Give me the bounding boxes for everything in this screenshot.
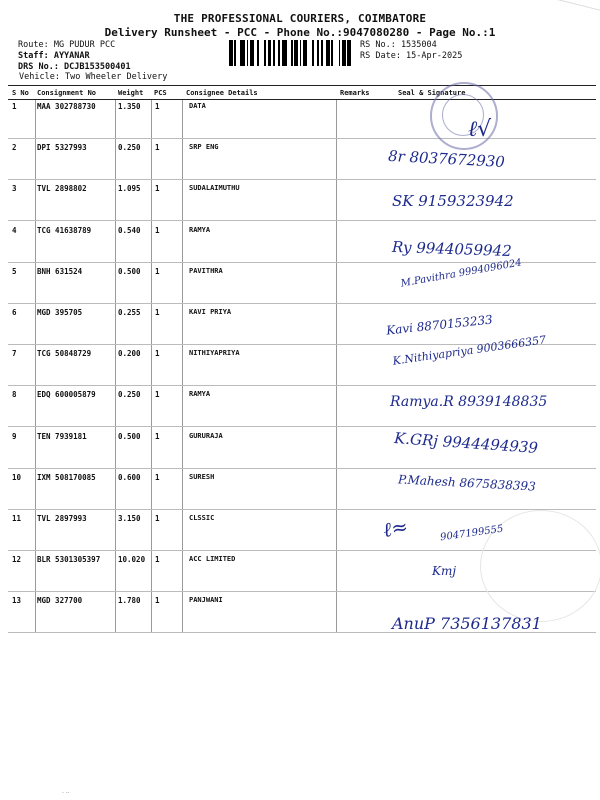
row-weight: 0.500 xyxy=(118,266,141,276)
row-sno: 12 xyxy=(12,555,22,565)
row-consignee: DATA xyxy=(189,102,206,110)
row-sno: 6 xyxy=(12,308,17,317)
row-sno: 3 xyxy=(12,184,17,194)
runsheet-subtitle: Delivery Runsheet - PCC - Phone No.:9047080280 - Page No.:1 xyxy=(104,26,496,39)
row-consignment-no: DPI 5327993 xyxy=(37,143,87,153)
row-consignment-no: MGD 395705 xyxy=(37,308,83,317)
row-weight: 0.200 xyxy=(118,349,141,359)
row-weight: 0.250 xyxy=(118,143,141,153)
row-pcs: 1 xyxy=(155,143,160,153)
row-consignment-no: TVL 2897993 xyxy=(37,514,87,523)
row-divider xyxy=(8,303,596,304)
row-sno: 10 xyxy=(12,472,22,482)
staff-label: Staff: AYYANAR xyxy=(18,51,90,61)
row-consignee: NITHIYAPRIYA xyxy=(189,349,240,358)
row-pcs: 1 xyxy=(155,555,160,565)
drs-number: DRS No.: DCJB153500401 xyxy=(18,62,131,72)
row-sno: 4 xyxy=(12,225,17,235)
row-pcs: 1 xyxy=(155,225,160,235)
row-consignment-no: TVL 2898802 xyxy=(37,184,87,194)
col-sno: S No xyxy=(12,89,29,97)
row-pcs: 1 xyxy=(155,596,160,606)
col-consignee: Consignee Details xyxy=(186,89,258,97)
row-divider xyxy=(8,509,596,510)
handwritten-signature: M.Pavithra 9994096024 xyxy=(399,257,523,290)
row-pcs: 1 xyxy=(155,349,160,359)
row-sno: 13 xyxy=(12,596,22,606)
handwritten-signature: 8r 8037672930 xyxy=(387,146,506,172)
row-weight: 1.780 xyxy=(118,596,141,606)
row-sno: 1 xyxy=(12,102,17,111)
col-pcs: PCS xyxy=(154,89,167,97)
handwritten-signature: AnuP 7356137831 xyxy=(392,614,542,633)
row-weight: 1.095 xyxy=(118,184,141,194)
rs-date: RS Date: 15-Apr-2025 xyxy=(360,51,463,61)
col-signature: Seal & Signature xyxy=(398,89,466,97)
table-header-rule xyxy=(8,99,596,100)
handwritten-signature: P.Mahesh 8675838393 xyxy=(397,472,537,494)
row-divider xyxy=(8,426,596,427)
row-weight: 0.600 xyxy=(118,472,141,482)
row-weight: 10.020 xyxy=(118,555,146,565)
handwritten-signature: 9047199555 xyxy=(439,523,505,544)
row-consignment-no: MAA 302788730 xyxy=(37,102,96,111)
route-label: Route: MG PUDUR PCC xyxy=(18,40,116,50)
row-consignee: KAVI PRIYA xyxy=(189,308,232,316)
row-weight: 1.350 xyxy=(118,102,141,111)
handwritten-signature: Ramya.R 8939148835 xyxy=(390,394,548,410)
row-consignment-no: IXM 508170085 xyxy=(37,472,96,482)
row-consignment-no: TCG 50848729 xyxy=(37,349,92,359)
row-pcs: 1 xyxy=(155,472,160,482)
col-weight: Weight xyxy=(118,89,144,97)
row-pcs: 1 xyxy=(155,390,160,400)
row-sno: 8 xyxy=(12,390,17,400)
row-consignee: PAVITHRA xyxy=(189,266,223,275)
row-divider xyxy=(8,138,596,139)
row-consignee: ACC LIMITED xyxy=(189,555,236,564)
row-weight: 3.150 xyxy=(118,514,141,523)
vehicle-label: Vehicle: Two Wheeler Delivery xyxy=(19,72,168,82)
row-pcs: 1 xyxy=(155,184,160,194)
row-consignee: GURURAJA xyxy=(189,431,223,440)
row-weight: 0.540 xyxy=(118,225,141,235)
row-weight: 0.500 xyxy=(118,431,141,441)
handwritten-signature: Ry 9944059942 xyxy=(391,237,512,261)
row-pcs: 1 xyxy=(155,514,160,523)
row-sno: 11 xyxy=(12,514,22,523)
row-consignee: CLSSIC xyxy=(189,514,215,522)
barcode xyxy=(229,40,353,66)
row-pcs: 1 xyxy=(155,308,160,317)
row-consignment-no: TEN 7939181 xyxy=(37,431,87,441)
row-sno: 7 xyxy=(12,349,17,359)
row-sno: 5 xyxy=(12,266,17,276)
row-consignment-no: EDQ 600005879 xyxy=(37,390,96,400)
row-consignment-no: MGD 327700 xyxy=(37,596,83,606)
col-consignment: Consignment No xyxy=(37,89,97,97)
row-weight: 0.250 xyxy=(118,390,141,400)
table-top-rule xyxy=(8,85,596,86)
handwritten-signature: K.Nithiyapriya 9003666357 xyxy=(391,333,547,368)
row-consignee: SUDALAIMUTHU xyxy=(189,184,240,193)
row-divider xyxy=(8,385,596,386)
handwritten-signature: Kmj xyxy=(432,564,457,578)
handwritten-signature: SK 9159323942 xyxy=(392,192,514,210)
row-consignee: SURESH xyxy=(189,472,215,481)
row-consignment-no: BNH 631524 xyxy=(37,266,83,276)
row-divider xyxy=(8,220,596,221)
row-pcs: 1 xyxy=(155,431,160,441)
row-weight: 0.255 xyxy=(118,308,141,317)
signature-mark: ℓ√ xyxy=(468,117,492,142)
row-divider xyxy=(8,179,596,180)
row-consignee: SRP ENG xyxy=(189,143,219,152)
row-consignment-no: TCG 41638789 xyxy=(37,225,92,235)
handwritten-signature: Kavi 8870153233 xyxy=(385,312,494,338)
row-sno: 2 xyxy=(12,143,17,153)
scan-speck: · ·· xyxy=(62,790,70,797)
signature-mark: ℓ≈ xyxy=(381,514,410,543)
company-title: THE PROFESSIONAL COURIERS, COIMBATORE xyxy=(173,12,427,25)
row-consignee: RAMYA xyxy=(189,225,211,234)
row-pcs: 1 xyxy=(155,102,160,111)
row-divider xyxy=(8,468,596,469)
handwritten-signature: K.GRj 9944494939 xyxy=(393,428,539,458)
row-sno: 9 xyxy=(12,431,17,441)
row-consignment-no: BLR 5301305397 xyxy=(37,555,101,565)
row-consignee: PANJWANI xyxy=(189,596,223,605)
row-consignee: RAMYA xyxy=(189,390,211,399)
col-remarks: Remarks xyxy=(340,89,370,97)
rs-number: RS No.: 1535004 xyxy=(360,40,437,50)
row-pcs: 1 xyxy=(155,266,160,276)
